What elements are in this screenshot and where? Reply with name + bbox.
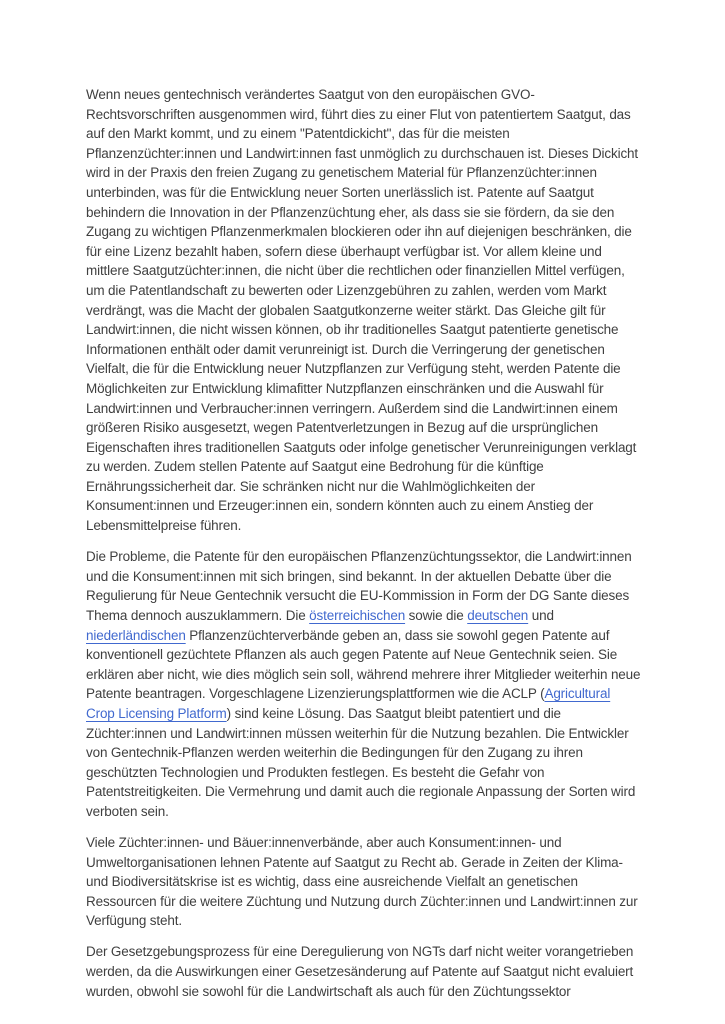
link-oesterreichischen[interactable]: österreichischen: [309, 607, 406, 623]
text-run: und: [528, 607, 554, 623]
paragraph-patent-thicket: [86, 85, 641, 536]
text-run: ) sind keine Lösung. Das Saatgut bleibt patentiert und die Züchter:innen und Landwirt:innen müssen weiterhin für die Nutzung bezahlen. Die Entwickler von Gentechnik-Pflanzen werden weiterhin die Bedingungen für den Zugang zu ihren geschützten Technologien und Produkten festlegen. Es besteht die Gefahr von Patentstreitigkeiten. Die Vermehrung und damit auch die regionale Anpassung der Sorten wird verboten sein.: [86, 705, 636, 819]
text-run: Viele Züchter:innen- und Bäuer:innenverbände, aber auch Konsument:innen- und Umweltorganisationen lehnen Patente auf Saatgut zu Recht ab. Gerade in Zeiten der Klima- und Biodiversitätskrise ist es wichtig, dass eine ausreichende Vielfalt an genetischen Ressourcen für die weitere Züchtung und Nutzung durch Züchter:innen und Landwirt:innen zur Verfügung steht.: [86, 834, 638, 929]
paragraph-legislative-process: [86, 942, 641, 1001]
text-run: Wenn neues gentechnisch verändertes Saatgut von den europäischen GVO-Rechtsvorschriften ausgenommen wird, führt dies zu einer Flut von patentiertem Saatgut, das auf den Markt kommt, und zu einem "Patentdickicht", das für die meisten Pflanzenzüchter:innen und Landwirt:innen fast unmöglich zu durchschauen ist. Dieses Dickicht wird in der Praxis den freien Zugang zu genetischem Material für Pflanzenzüchter:innen unterbinden, was für die Entwicklung neuer Sorten unerlässlich ist. Patente auf Saatgut behindern die Innovation in der Pflanzenzüchtung eher, als dass sie sie fördern, da sie den Zugang zu wichtigen Pflanzenmerkmalen blockieren oder ihn auf diejenigen beschränken, die für eine Lizenz bezahlt haben, sofern diese überhaupt verfügbar ist. Vor allem kleine und mittlere Saatgutzüchter:innen, die nicht über die rechtlichen oder finanziellen Mittel verfügen, um die Patentlandschaft zu bewerten oder Lizenzgebühren zu zahlen, werden vom Markt verdrängt, was die Macht der globalen Saatgutkonzerne weiter stärkt. Das Gleiche gilt für Landwirt:innen, die nicht wissen können, ob ihr traditionelles Saatgut patentierte genetische Informationen enthält oder damit verunreinigt ist. Durch die Verringerung der genetischen Vielfalt, die für die Entwicklung neuer Nutzpflanzen zur Verfügung steht, werden Patente die Möglichkeiten zur Entwicklung klimafitter Nutzpflanzen einschränken und die Auswahl für Landwirt:innen und Verbraucher:innen verringern. Außerdem sind die Landwirt:innen einem größeren Risiko ausgesetzt, wegen Patentverletzungen in Bezug auf die ursprünglichen Eigenschaften ihres traditionellen Saatguts oder infolge genetischer Verunreinigungen verklagt zu werden. Zudem stellen Patente auf Saatgut eine Bedrohung für die künftige Ernährungssicherheit dar. Sie schränken nicht nur die Wahlmöglichkeiten der Konsument:innen und Erzeuger:innen ein, sondern könnten auch zu einem Anstieg der Lebensmittelpreise führen.: [86, 87, 639, 534]
paragraph-associations-reject: [86, 833, 641, 931]
document-body: [86, 85, 641, 1001]
link-aclp[interactable]: Agricultural Crop Licensing Platform: [86, 686, 611, 721]
text-run: sowie die: [405, 607, 468, 623]
text-run: Der Gesetzgebungsprozess für eine Deregulierung von NGTs darf nicht weiter vorangetrieben werden, da die Auswirkungen einer Gesetzesänderung auf Patente auf Saatgut nicht evaluiert wurden, obwohl sie sowohl für die Landwirtschaft als auch für den Züchtungssektor: [86, 944, 634, 999]
text-run: Pflanzenzüchterverbände geben an, dass sie sowohl gegen Patente auf konventionell gezüchtete Pflanzen als auch gegen Patente auf Neue Gentechnik seien. Sie erklären aber nicht, wie dies möglich sein soll, während mehrere ihrer Mitglieder weiterhin neue Patente beantragen. Vorgeschlagene Lizenzierungsplattformen wie die ACLP (: [86, 627, 641, 702]
link-niederlaendischen[interactable]: niederländischen: [86, 627, 186, 643]
text-run: Die Probleme, die Patente für den europäischen Pflanzenzüchtungssektor, die Landwirt:innen und die Konsument:innen mit sich bringen, sind bekannt. In der aktuellen Debatte über die Regulierung für Neue Gentechnik versucht die EU-Kommission in Form der DG Sante dieses Thema dennoch auszuklammern. Die: [86, 549, 632, 623]
link-deutschen[interactable]: deutschen: [467, 607, 529, 623]
paragraph-known-problems: [86, 547, 641, 821]
